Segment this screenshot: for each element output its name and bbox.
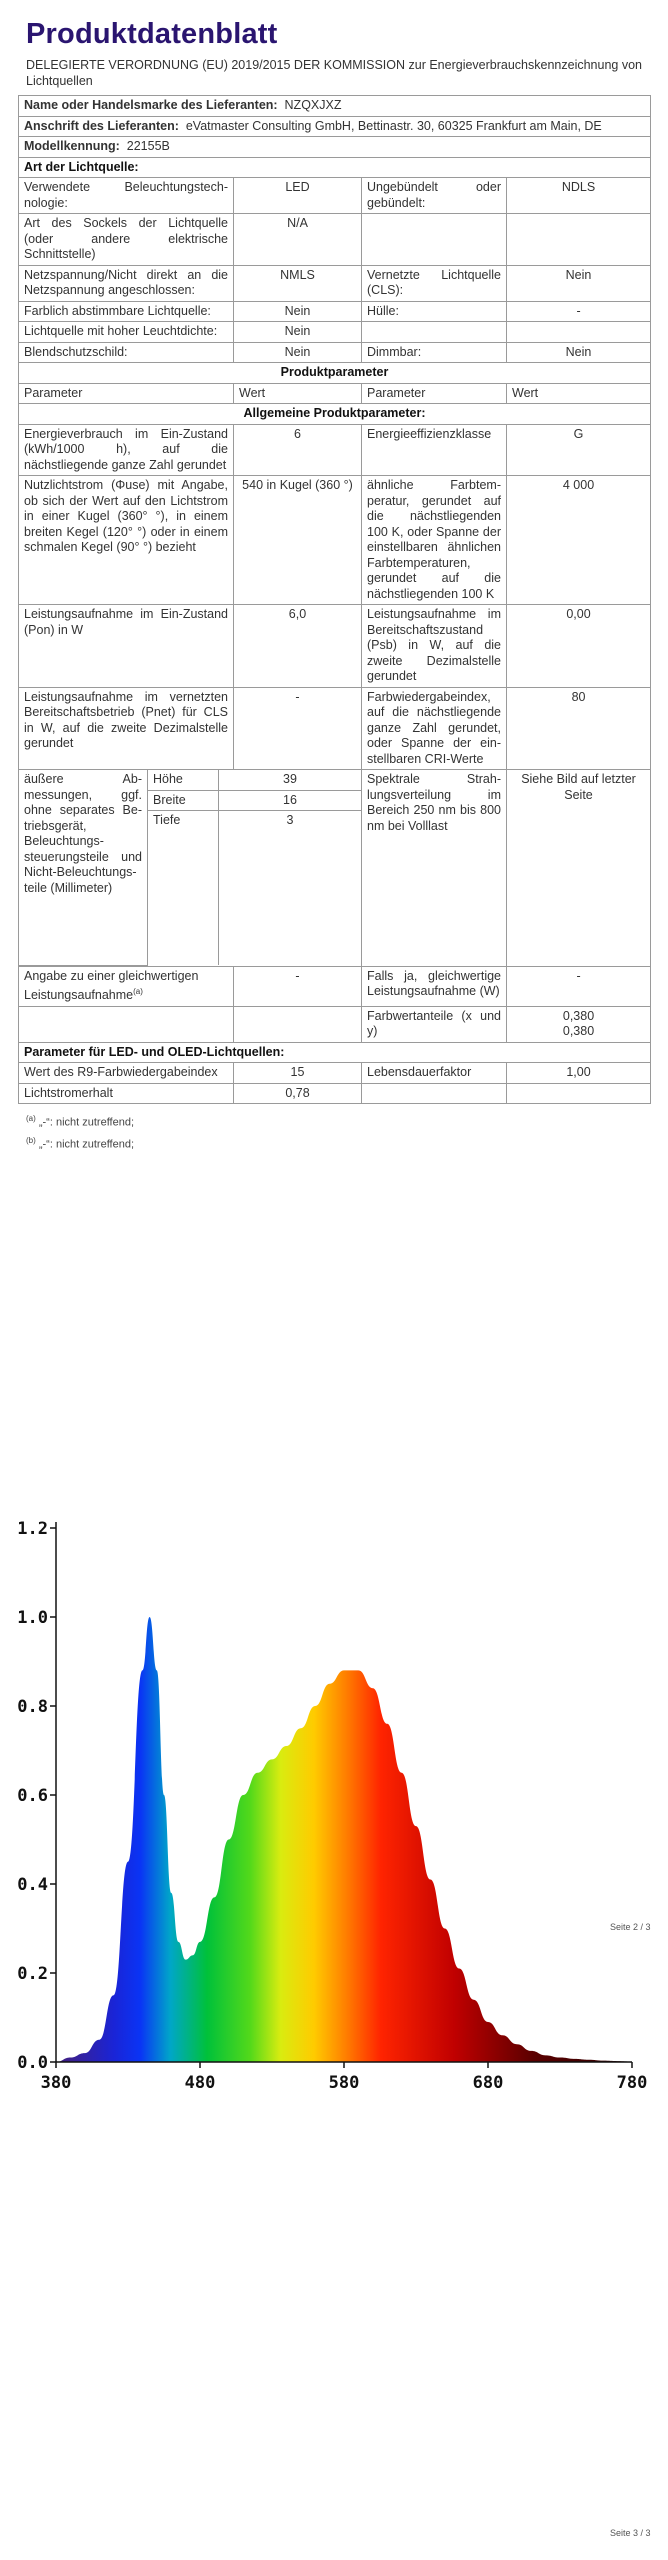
spectrum-area — [56, 1617, 632, 2062]
param-label: Blendschutzschild: — [19, 342, 234, 363]
chromaticity-values — [507, 1006, 651, 1042]
param-value: 80 — [507, 687, 651, 770]
x-tick-label: 780 — [616, 2073, 648, 2093]
param-label: Energieeffizienzklasse — [362, 424, 507, 476]
chromaticity-label: Farbwertanteile (x und y) — [362, 1006, 507, 1042]
y-tick-label: 1.0 — [17, 1608, 48, 1628]
led-params-heading-row — [19, 1042, 651, 1063]
general-params-heading: Allgemeine Produktparameter: — [19, 404, 651, 425]
param-label: Lichtquelle mit hoher Leuchtdichte: — [19, 322, 234, 343]
page-number-3: Seite 3 / 3 — [610, 2528, 651, 2538]
param-value — [507, 1083, 651, 1104]
footnote-b: $^{(b)}$ „-“: nicht zutreffend; — [26, 1135, 135, 1151]
equivalent-power-label: Angabe zu einer gleichwertigen Leistungsaufnahme$^{(a)}$ — [19, 966, 234, 1006]
dimensions-table — [19, 770, 361, 966]
param-label: Energieverbrauch im Ein-Zustand (kWh/1000 h), auf die nächstliegende ganze Zahl gerundet — [19, 424, 234, 476]
equivalent-power-row — [19, 966, 651, 1006]
chromaticity-row — [19, 1006, 651, 1042]
light-source-row — [19, 214, 651, 266]
footnote-a: $^{(a)}$ „-“: nicht zutreffend; — [26, 1114, 135, 1129]
dimension-value: 16 — [219, 790, 362, 811]
dimension-row — [19, 770, 361, 790]
y-tick-label: 1.2 — [17, 1519, 48, 1539]
light-source-row — [19, 301, 651, 322]
light-source-heading-row — [19, 157, 651, 178]
param-value: - — [507, 966, 651, 1006]
param-label: Farblich abstimmbare Lichtquelle: — [19, 301, 234, 322]
param-label — [362, 1083, 507, 1104]
dimension-value: 39 — [219, 770, 362, 790]
param-value: 6,0 — [234, 605, 362, 688]
y-tick-label: 0.8 — [17, 1697, 48, 1717]
column-header-parameter: Parameter — [362, 383, 507, 404]
led-param-row — [19, 1063, 651, 1084]
param-label: Leistungsaufnahme im Bereitschaftszustand (Psb) in W, auf die zweite Dezimalstelle gerundet — [362, 605, 507, 688]
spectral-distribution-value: Siehe Bild auf letzter Seite — [507, 770, 651, 967]
param-value: Nein — [234, 322, 362, 343]
page-title: Produktdatenblatt — [26, 18, 278, 50]
param-value — [507, 214, 651, 266]
param-label: Leistungsaufnahme im vernetzten Bereitschaftsbetrieb (Pnet) für CLS in W, auf die zweite Dezimalstelle gerundet — [19, 687, 234, 770]
param-value: Nein — [507, 342, 651, 363]
x-tick-label: 580 — [328, 2073, 360, 2093]
chromaticity-y: 0,380 — [562, 1024, 595, 1039]
dimension-name: Breite — [148, 790, 219, 811]
model-row — [19, 137, 651, 158]
product-params-heading-row — [19, 363, 651, 384]
regulation-subtitle: DELEGIERTE VERORDNUNG (EU) 2019/2015 DER KOMMISSION zur Energieverbrauchskennzeichnung von Lichtquellen — [26, 58, 642, 88]
param-value: G — [507, 424, 651, 476]
param-value: NDLS — [507, 178, 651, 214]
param-label: Art des Sockels der Lichtquelle (oder andere elektrische Schnittstelle) — [19, 214, 234, 266]
x-tick-label: 680 — [472, 2073, 504, 2093]
datasheet — [18, 18, 650, 1153]
param-label — [362, 214, 507, 266]
light-source-row — [19, 322, 651, 343]
page-number-2: Seite 2 / 3 — [610, 1922, 651, 1932]
led-params-heading: Parameter für LED- und OLED-Lichtquellen: — [19, 1042, 651, 1063]
product-param-row — [19, 605, 651, 688]
light-source-row — [19, 265, 651, 301]
empty-cell — [234, 1006, 362, 1042]
param-label: Lichtstromerhalt — [19, 1083, 234, 1104]
datasheet-table — [18, 95, 651, 1104]
product-param-row — [19, 687, 651, 770]
y-tick-label: 0.2 — [17, 1964, 48, 1984]
param-label: Verwendete Beleuchtungstechnologie: — [19, 178, 234, 214]
model-label: Modellkennung: — [24, 139, 120, 153]
column-header-parameter: Parameter — [19, 383, 234, 404]
param-value: 15 — [234, 1063, 362, 1084]
supplier-address-value: eVatmaster Consulting GmbH, Bettinastr. 30, 60325 Frankfurt am Main, DE — [185, 118, 602, 133]
param-value: N/A — [234, 214, 362, 266]
spectral-distribution-label: Spektrale Strahlungsverteilung im Bereich 250 nm bis 800 nm bei Volllast — [362, 770, 507, 967]
y-tick-label: 0.4 — [17, 1875, 48, 1895]
param-label: Wert des R9-Farbwiedergabeindex — [19, 1063, 234, 1084]
supplier-name-row — [19, 96, 651, 117]
param-label: Nutzlichtstrom (Φuse) mit Angabe, ob sich der Wert auf den Lichtstrom in einer Kugel (360° °), in einem breiten Kegel (120° °) oder in einem schmalen Kegel (90° °) bezieht — [19, 476, 234, 605]
param-value: Nein — [234, 301, 362, 322]
y-tick-label: 0.0 — [17, 2053, 48, 2073]
param-value: 540 in Kugel (360 °) — [234, 476, 362, 605]
supplier-address-row — [19, 116, 651, 137]
dimensions-cell — [19, 770, 362, 967]
param-label — [362, 322, 507, 343]
param-label: Netzspannung/Nicht direkt an die Netzspannung angeschlossen: — [19, 265, 234, 301]
x-tick-label: 480 — [184, 2073, 216, 2093]
param-value: - — [507, 301, 651, 322]
param-value: LED — [234, 178, 362, 214]
param-value: - — [234, 687, 362, 770]
column-header-value: Wert — [234, 383, 362, 404]
light-source-row — [19, 342, 651, 363]
param-label: Farbwiedergabeindex, auf die nächstliegende ganze Zahl gerundet, oder Spanne der einstellbaren CRI-Werte — [362, 687, 507, 770]
param-label: Ungebündelt oder gebündelt: — [362, 178, 507, 214]
supplier-address-label: Anschrift des Lieferanten: — [24, 118, 179, 133]
general-params-heading-row — [19, 404, 651, 425]
supplier-name-label: Name oder Handelsmarke des Lieferanten: — [24, 98, 278, 112]
param-label: Hülle: — [362, 301, 507, 322]
param-value: 1,00 — [507, 1063, 651, 1084]
light-source-row — [19, 178, 651, 214]
spectral-distribution-chart — [0, 1510, 668, 2110]
y-tick-label: 0.6 — [17, 1786, 48, 1806]
footnotes — [26, 1110, 650, 1153]
param-value: 0,78 — [234, 1083, 362, 1104]
param-value — [507, 322, 651, 343]
param-value: 0,00 — [507, 605, 651, 688]
product-param-row — [19, 476, 651, 605]
column-header-value: Wert — [507, 383, 651, 404]
dimension-name: Tiefe — [148, 811, 219, 966]
dimensions-label: äußere Abmessungen, ggf. ohne separates Betriebsgerät, Beleuchtungssteuerungsteile und Nicht-Beleuchtungsteile (Millimeter) — [19, 770, 148, 965]
param-value: 6 — [234, 424, 362, 476]
dimension-value: 3 — [286, 813, 294, 827]
led-param-row — [19, 1083, 651, 1104]
dimension-name: Höhe — [148, 770, 219, 790]
empty-cell — [19, 1006, 234, 1042]
column-header-row — [19, 383, 651, 404]
product-param-row — [19, 424, 651, 476]
param-label: Vernetzte Lichtquelle (CLS): — [362, 265, 507, 301]
param-value: Nein — [234, 342, 362, 363]
x-tick-label: 380 — [40, 2073, 72, 2093]
param-label: Dimmbar: — [362, 342, 507, 363]
model-value: 22155B — [126, 139, 170, 153]
chromaticity-x: 0,380 — [562, 1008, 595, 1023]
param-label: Leistungsaufnahme im Ein-Zustand (Pon) in W — [19, 605, 234, 688]
light-source-heading: Art der Lichtquelle: — [19, 157, 651, 178]
dimensions-row — [19, 770, 651, 967]
param-label: ähnliche Farbtemperatur, gerundet auf die nächstliegenden 100 K, oder Spanne der einstellbaren ähnlichen Farbtemperaturen, gerundet auf die nächstliegenden 100 K — [362, 476, 507, 605]
supplier-name-value: NZQXJXZ — [284, 98, 342, 112]
param-label: Lebensdauerfaktor — [362, 1063, 507, 1084]
product-params-heading: Produktparameter — [19, 363, 651, 384]
param-label: Falls ja, gleichwertige Leistungsaufnahme (W) — [362, 966, 507, 1006]
param-value: Nein — [507, 265, 651, 301]
param-value: NMLS — [234, 265, 362, 301]
param-value: - — [234, 966, 362, 1006]
param-value: 4 000 — [507, 476, 651, 605]
